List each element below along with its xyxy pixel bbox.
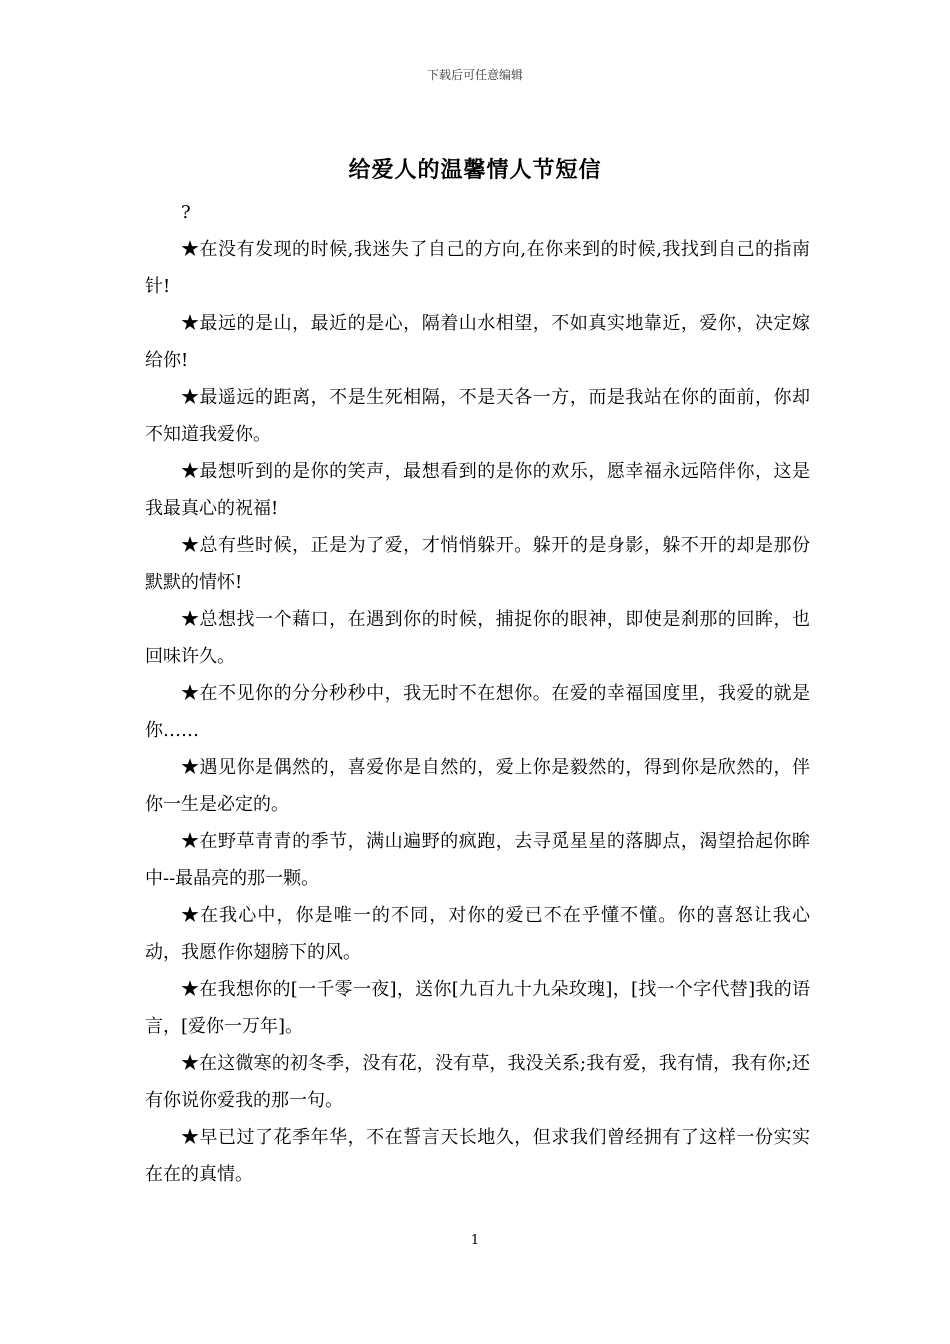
paragraph: ★在这微寒的初冬季，没有花，没有草，我没关系;我有爱，我有情，我有你;还有你说你爱我的那一句。 (145, 1053, 810, 1111)
paragraph: ★遇见你是偶然的，喜爱你是自然的，爱上你是毅然的，得到你是欣然的，伴你一生是必定的。 (145, 757, 810, 815)
paragraph: ★在我心中，你是唯一的不同，对你的爱已不在乎懂不懂。你的喜怒让我心动，我愿作你翅膀下的风。 (145, 905, 810, 963)
document-body (145, 194, 810, 1193)
paragraph: ★总想找一个藉口，在遇到你的时候，捕捉你的眼神，即使是刹那的回眸，也回味许久。 (145, 609, 810, 667)
paragraph: ★在不见你的分分秒秒中，我无时不在想你。在爱的幸福国度里，我爱的就是你…… (145, 683, 810, 741)
paragraph: ★最遥远的距离，不是生死相隔，不是天各一方，而是我站在你的面前，你却不知道我爱你。 (145, 387, 810, 445)
paragraph: ★最想听到的是你的笑声，最想看到的是你的欢乐，愿幸福永远陪伴你，这是我最真心的祝福! (145, 461, 810, 519)
paragraph: ★总有些时候，正是为了爱，才悄悄躲开。躲开的是身影，躲不开的却是那份默默的情怀! (145, 535, 810, 593)
paragraph: ★在野草青青的季节，满山遍野的疯跑，去寻觅星星的落脚点，渴望拾起你眸中--最晶亮的那一颗。 (145, 831, 810, 889)
paragraph: ★在我想你的[一千零一夜]，送你[九百九十九朵玫瑰]，[找一个字代替]我的语言，[爱你一万年]。 (145, 979, 810, 1037)
page-number: 1 (470, 1233, 480, 1248)
document-title: 给爱人的温馨情人节短信 (348, 157, 602, 183)
paragraph: ★最远的是山，最近的是心，隔着山水相望，不如真实地靠近，爱你，决定嫁给你! (145, 313, 810, 371)
paragraph: ★早已过了花季年华，不在誓言天长地久，但求我们曾经拥有了这样一份实实在在的真情。 (145, 1127, 810, 1185)
paragraph: ★在没有发现的时候,我迷失了自己的方向,在你来到的时候,我找到自己的指南针! (145, 239, 810, 297)
paragraph: ? (181, 202, 191, 223)
header-note: 下载后可任意编辑 (426, 68, 523, 82)
